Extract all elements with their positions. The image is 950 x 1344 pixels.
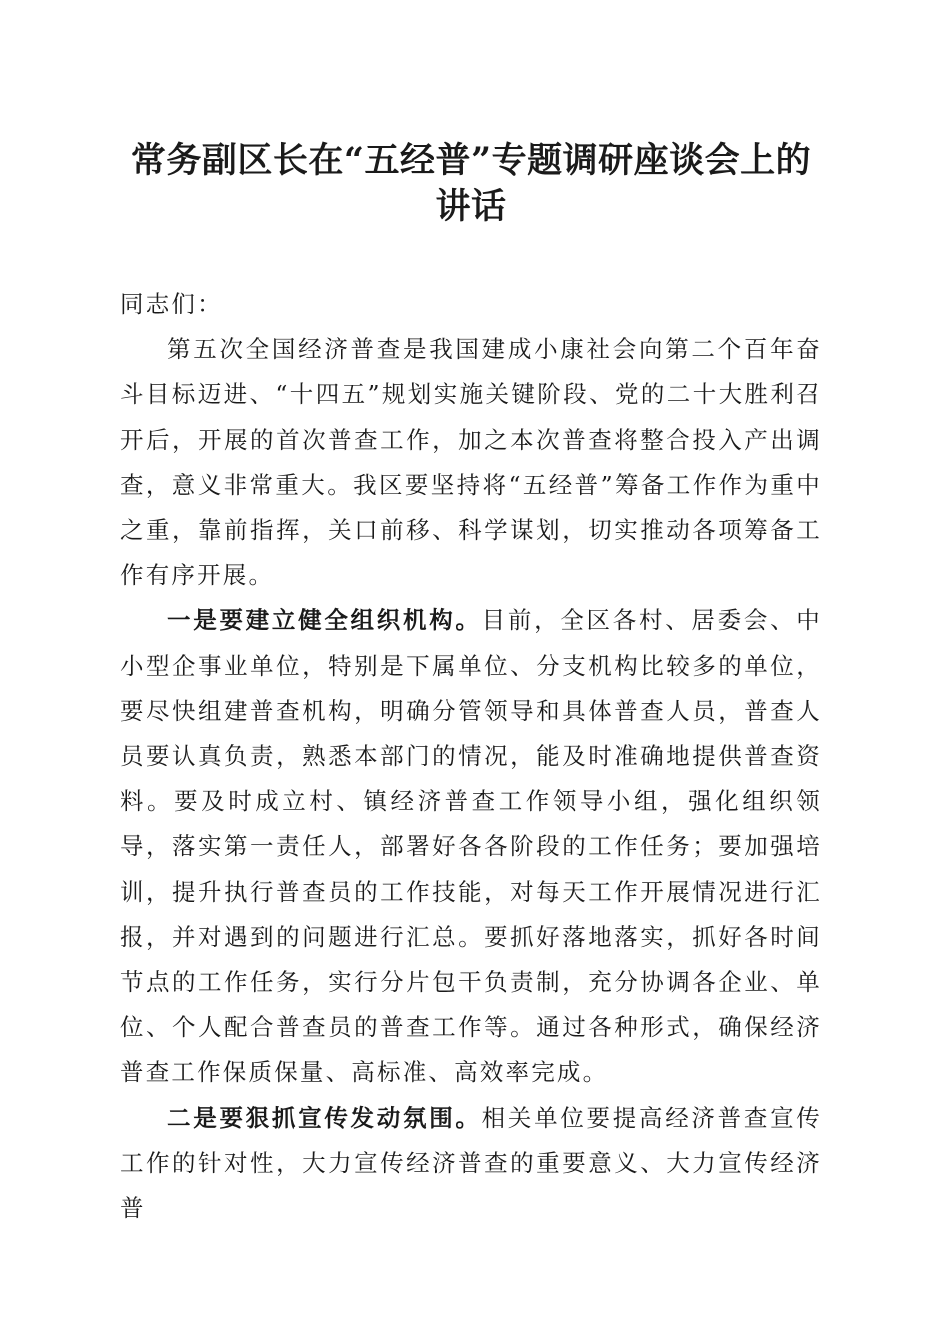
document-title: [120, 138, 822, 230]
title-line-1: 常务副区长在“五经普”专题调研座谈会上的: [130, 140, 812, 181]
paragraph-text: 相关单位要提高经济普查宣传工作的针对性，大力宣传经济普查的重要意义、大力宣传经济普: [120, 1103, 822, 1223]
salutation: 同志们：: [120, 290, 223, 318]
paragraph-lead: 一是要建立健全组织机构。: [167, 606, 482, 635]
paragraph-publicity: [120, 1096, 822, 1232]
document-body: [120, 282, 822, 1231]
paragraph-text: 目前，全区各村、居委会、中小型企事业单位，特别是下属单位、分支机构比较多的单位，要尽快组建普查机构，明确分管领导和具体普查人员，普查人员要认真负责，熟悉本部门的情况，能及时准确地提供普查资料。要及时成立村、镇经济普查工作领导小组，强化组织领导，落实第一责任人，部署好各各阶段的工作任务；要加强培训，提升执行普查员的工作技能，对每天工作开展情况进行汇报，并对遇到的问题进行汇总。要抓好落地落实，抓好各时间节点的工作任务，实行分片包干负责制，充分协调各企业、单位、个人配合普查员的普查工作等。通过各种形式，确保经济普查工作保质保量、高标准、高效率完成。: [120, 606, 822, 1087]
title-line-2: 讲话: [435, 186, 507, 227]
paragraph-lead: 二是要狠抓宣传发动氛围。: [167, 1103, 482, 1132]
paragraph-organization: [120, 598, 822, 1095]
paragraph-intro: [120, 327, 822, 598]
paragraph-text: 第五次全国经济普查是我国建成小康社会向第二个百年奋斗目标迈进、“十四五”规划实施关键阶段、党的二十大胜利召开后，开展的首次普查工作，加之本次普查将整合投入产出调查，意义非常重大。我区要坚持将“五经普”筹备工作作为重中之重，靠前指挥，关口前移、科学谋划，切实推动各项筹备工作有序开展。: [120, 335, 822, 590]
